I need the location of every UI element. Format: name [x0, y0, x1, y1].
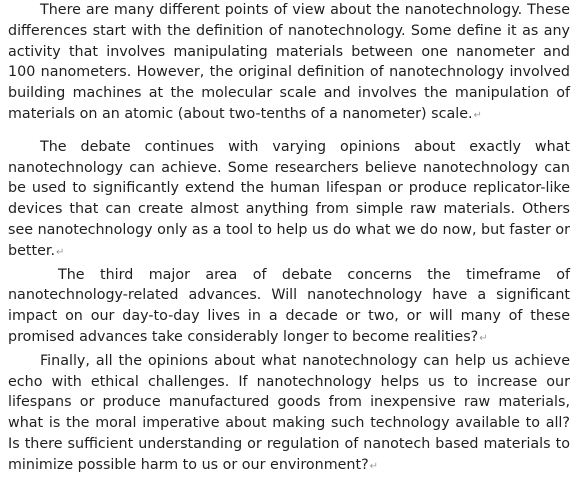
paragraph-3-text: The third major area of debate concerns the timeframe of nanotechnology-related advances. Will nanotechnology have a significant impact on our day-to-day lives in a decade or two, or will many of these promised advances take considerably longer to become realities?: [8, 266, 570, 345]
paragraph-4: [8, 351, 570, 478]
document-body: [8, 0, 570, 478]
paragraph-mark-icon: ↵: [473, 109, 482, 121]
paragraph-4-text: Finally, all the opinions about what nanotechnology can help us achieve echo with ethical challenges. If nanotechnology helps us to increase our lifespans or produce manufactured goods from inexpensive raw materials, what is the moral imperative about making such technology available to all? Is there sufficient understanding or regulation of nanotech based materials to minimize possible harm to us or our environment?: [8, 352, 570, 473]
paragraph-2-text: The debate continues with varying opinions about exactly what nanotechnology can achieve. Some researchers believe nanotechnology can be used to significantly extend the human lifespan or produce replicator-like devices that can create almost anything from simple raw materials. Others see nanotechnology only as a tool to help us do what we do now, but faster or better.: [8, 138, 571, 259]
paragraph-mark-icon: ↵: [56, 246, 65, 258]
paragraph-mark-icon: ↵: [369, 460, 379, 472]
paragraph-3: [8, 265, 570, 350]
paragraph-1: [8, 0, 570, 127]
paragraph-1-text: There are many different points of view about the nanotechnology. These differences start with the definition of nanotechnology. Some define it as any activity that involves manipulating materials between one nanometer and 100 nanometers. However, the original definition of nanotechnology involved building machines at the molecular scale and involves the manipulation of materials on an atomic (about two-tenths of a nanometer) scale.: [8, 2, 570, 122]
paragraph-mark-icon: ↵: [479, 332, 488, 344]
paragraph-2: [8, 137, 570, 264]
